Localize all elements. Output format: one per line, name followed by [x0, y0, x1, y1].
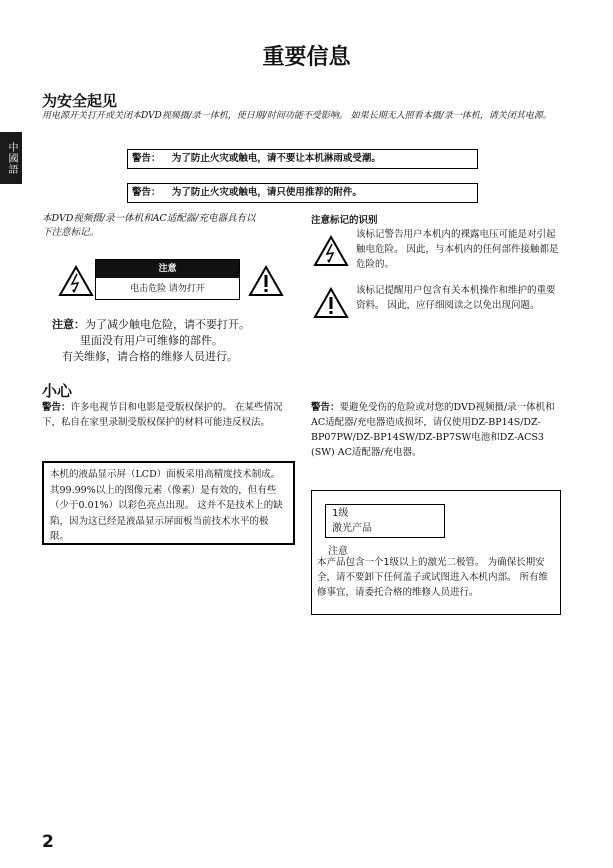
warning-label: 警告： [311, 402, 340, 413]
care-heading: 小心 [42, 382, 73, 400]
warning-text: 为了防止火灾或触电，请只使用推荐的附件。 [171, 187, 362, 198]
safety-intro: 用电源开关打开或关闭本DVD视频摄/录一体机，使日期/时间功能不受影响。 如果长期无人照看本摄/录一体机，请关闭其电源。 [42, 111, 552, 121]
page-title: 重要信息 [262, 44, 351, 70]
battery-warning [311, 400, 561, 460]
warning-label: 警告： [132, 153, 161, 164]
language-tab: 中國語 [0, 132, 22, 184]
warning-label: 警告： [42, 402, 71, 413]
lcd-notice-box: 本机的液晶显示屏（LCD）面板采用高精度技术制成。 其99.99%以上的图像元素（像素）是有效的，但有些（少于0.01%）以彩色亮点出现。 这并不是技术上的缺陷，因为这已经是液晶显示屏面板当前技术水平的极限。 [42, 461, 295, 545]
laser-caution-heading: 注意 [328, 546, 348, 557]
laser-class-line-1: 1级 [332, 508, 349, 519]
caution-label-body: 电击危险 请勿打开 [130, 284, 205, 294]
safety-heading: 为安全起见 [42, 92, 118, 110]
lightning-warning-icon [58, 265, 94, 297]
warning-box-accessories [127, 183, 478, 203]
page-number: 2 [42, 832, 54, 852]
exclamation-warning-icon [248, 265, 284, 297]
warning-label: 警告： [132, 187, 161, 198]
warning-box-rain [127, 149, 478, 169]
laser-caution-text: 本产品包含一个1级以上的激光二极管。 为确保长期安全，请不要卸下任何盖子或试图进入本机内部。 所有维修事宜，请委托合格的维修人员进行。 [317, 557, 549, 598]
copyright-warning-text: 许多电视节目和电影是受版权保护的。 在某些情况下，私自在家里录制受版权保护的材料可能违反权法。 [42, 402, 283, 428]
marking-intro: 本DVD视频摄/录一体机和AC适配器/充电器具有以下注意标记。 [42, 213, 256, 238]
laser-class-line-2: 激光产品 [332, 523, 372, 534]
caution-label-text: 注意： [52, 318, 85, 331]
laser-class-label [325, 504, 445, 538]
exclamation-symbol-description: 该标记提醒用户包含有关本机操作和维护的重要资料。 因此，应仔细阅读之以免出现问题。 [356, 285, 556, 311]
marking-id-heading: 注意标记的识别 [311, 215, 378, 226]
caution-label [95, 259, 240, 300]
warning-text: 为了防止火灾或触电，请不要让本机淋雨或受潮。 [171, 153, 381, 164]
lightning-symbol-description: 该标记警告用户本机内的裸露电压可能是对引起触电危险。 因此，与本机内的任何部件接触都是危险的。 [356, 229, 559, 270]
lightning-warning-icon [313, 235, 349, 267]
caution-notice [52, 317, 312, 365]
caution-line-1: 为了减少触电危险，请不要打开。 [85, 318, 250, 331]
caution-line-3: 有关维修，请合格的维修人员进行。 [62, 350, 238, 363]
caution-line-2: 里面没有用户可维修的部件。 [80, 334, 223, 347]
copyright-warning [42, 400, 292, 430]
exclamation-warning-icon [313, 287, 349, 319]
caution-label-header: 注意 [96, 260, 239, 278]
battery-warning-text: 要避免受伤的危险或对您的DVD视频摄/录一体机和AC适配器/充电器造成损坏，请仅使用DZ-BP14S/DZ-BP07PW/DZ-BP14SW/DZ-BP7SW电池和DZ-ACS3 (SW) AC适配器/充电器。 [311, 402, 555, 458]
laser-notice-box [311, 490, 561, 615]
